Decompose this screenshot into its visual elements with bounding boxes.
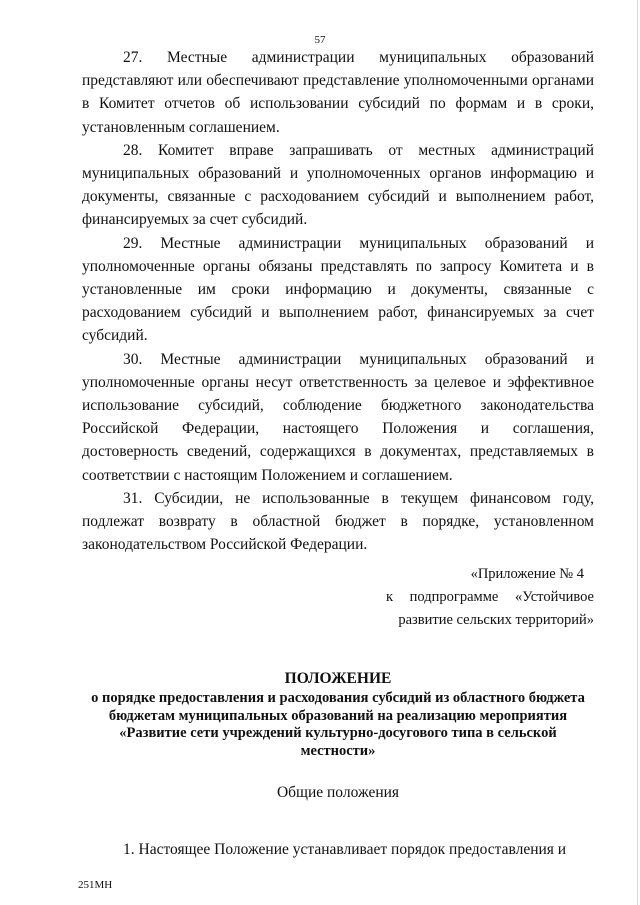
paragraph-1: 1. Настоящее Положение устанавливает порядок предоставления и: [123, 841, 567, 859]
appendix-line-2: к подпрограмме «Устойчивое: [386, 589, 594, 606]
document-subtitle: о порядке предоставления и расходования субсидий из областного бюджета бюджетам муниципальных образований на реализацию мероприятия «Развитие сети учреждений культурно-досугового типа в сельской местности»: [91, 690, 585, 759]
appendix-line-1: «Приложение № 4: [470, 566, 584, 583]
paragraph-29: 29. Местные администрации муниципальных образований и уполномоченные органы обязаны представлять по запросу Комитета и в установленные им сроки информацию и документы, связанные с расходованием субсидий и выполнением работ, финансируемых за счет субсидий.: [82, 234, 594, 345]
paragraph-31: 31. Субсидии, не использованные в текущем финансовом году, подлежат возврату в областной бюджет в порядке, установленном законодательством Российской Федерации.: [82, 489, 594, 554]
paragraph-30: 30. Местные администрации муниципальных образований и уполномоченные органы несут ответственность за целевое и эффективное использование субсидий, соблюдение бюджетного законодательства Российской Федерации, настоящего Положения и соглашения, достоверность сведений, содержащихся в документах, представляемых в соответствии с настоящим Положением и соглашением.: [82, 350, 594, 484]
document-body: [82, 46, 594, 861]
section-heading: Общие положения: [276, 784, 400, 802]
footer-code: 251МН: [78, 879, 113, 891]
paragraph-27: 27. Местные администрации муниципальных образований представляют или обеспечивают представление уполномоченными органами в Комитет отчетов об использовании субсидий по формам и в сроки, установленным соглашением.: [82, 49, 594, 136]
appendix-reference: [386, 563, 594, 631]
page-number: 57: [314, 34, 326, 46]
page-edge-line: [637, 0, 638, 905]
paragraph-28: 28. Комитет вправе запрашивать от местных администраций муниципальных образований и уполномоченных органов информацию и документы, связанные с расходованием субсидий и выполнением работ, финансируемых за счет субсидий.: [82, 141, 594, 229]
document-title: ПОЛОЖЕНИЕ: [284, 670, 392, 688]
appendix-line-3: развитие сельских территорий»: [398, 611, 594, 628]
